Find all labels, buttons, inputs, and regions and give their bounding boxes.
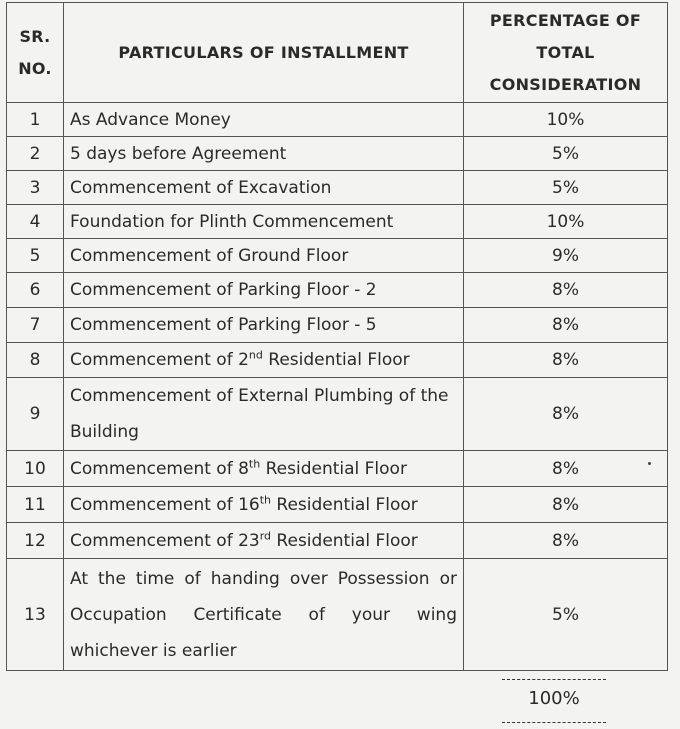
stray-mark [648,462,651,465]
row-particulars: Commencement of External Plumbing of the Building [64,378,464,451]
row-percentage: 5% [464,137,668,171]
row-number: 3 [7,171,64,205]
total-percentage: 100% [528,688,580,709]
row-particulars: As Advance Money [64,103,464,137]
row-number: 12 [7,523,64,559]
row-percentage: 8% [464,487,668,523]
row-percentage: 10% [464,103,668,137]
row-number: 9 [7,378,64,451]
table-row [7,523,668,559]
row-number: 5 [7,239,64,273]
row-percentage: 8% [464,451,668,487]
row-particulars: Commencement of Ground Floor [64,239,464,273]
total-rule-bottom [502,722,606,723]
row-particulars: Commencement of 2nd Residential Floor [64,343,464,378]
row-particulars: At the time of handing over Possession or Occupation Certificate of your wing whichever is earlier [64,559,464,671]
table-row [7,308,668,343]
table-row [7,239,668,273]
row-number: 7 [7,308,64,343]
row-number: 4 [7,205,64,239]
table-row [7,451,668,487]
row-number: 6 [7,273,64,308]
row-number: 13 [7,559,64,671]
total-rule-top [502,679,606,680]
row-particulars: Commencement of 8th Residential Floor [64,451,464,487]
row-percentage: 10% [464,205,668,239]
header-sr-no: SR. NO. [7,3,64,103]
row-number: 8 [7,343,64,378]
table-row [7,103,668,137]
row-percentage: 8% [464,378,668,451]
installment-table [6,2,668,671]
row-particulars: Commencement of Parking Floor - 5 [64,308,464,343]
row-number: 10 [7,451,64,487]
row-particulars: Foundation for Plinth Commencement [64,205,464,239]
table-row [7,273,668,308]
row-particulars: Commencement of Excavation [64,171,464,205]
header-particulars: PARTICULARS OF INSTALLMENT [64,3,464,103]
table-row [7,487,668,523]
row-percentage: 8% [464,523,668,559]
table-row [7,205,668,239]
row-particulars: 5 days before Agreement [64,137,464,171]
row-percentage: 8% [464,343,668,378]
row-percentage: 8% [464,308,668,343]
row-percentage: 5% [464,559,668,671]
row-particulars: Commencement of Parking Floor - 2 [64,273,464,308]
table-row [7,343,668,378]
table-header-row [7,3,668,103]
row-particulars: Commencement of 16th Residential Floor [64,487,464,523]
row-number: 11 [7,487,64,523]
row-particulars: Commencement of 23rd Residential Floor [64,523,464,559]
row-percentage: 5% [464,171,668,205]
table-row [7,559,668,671]
table-row [7,137,668,171]
row-percentage: 9% [464,239,668,273]
table-row [7,171,668,205]
table-row [7,378,668,451]
row-number: 1 [7,103,64,137]
row-number: 2 [7,137,64,171]
header-percentage: PERCENTAGE OF TOTAL CONSIDERATION [464,3,668,103]
row-percentage: 8% [464,273,668,308]
